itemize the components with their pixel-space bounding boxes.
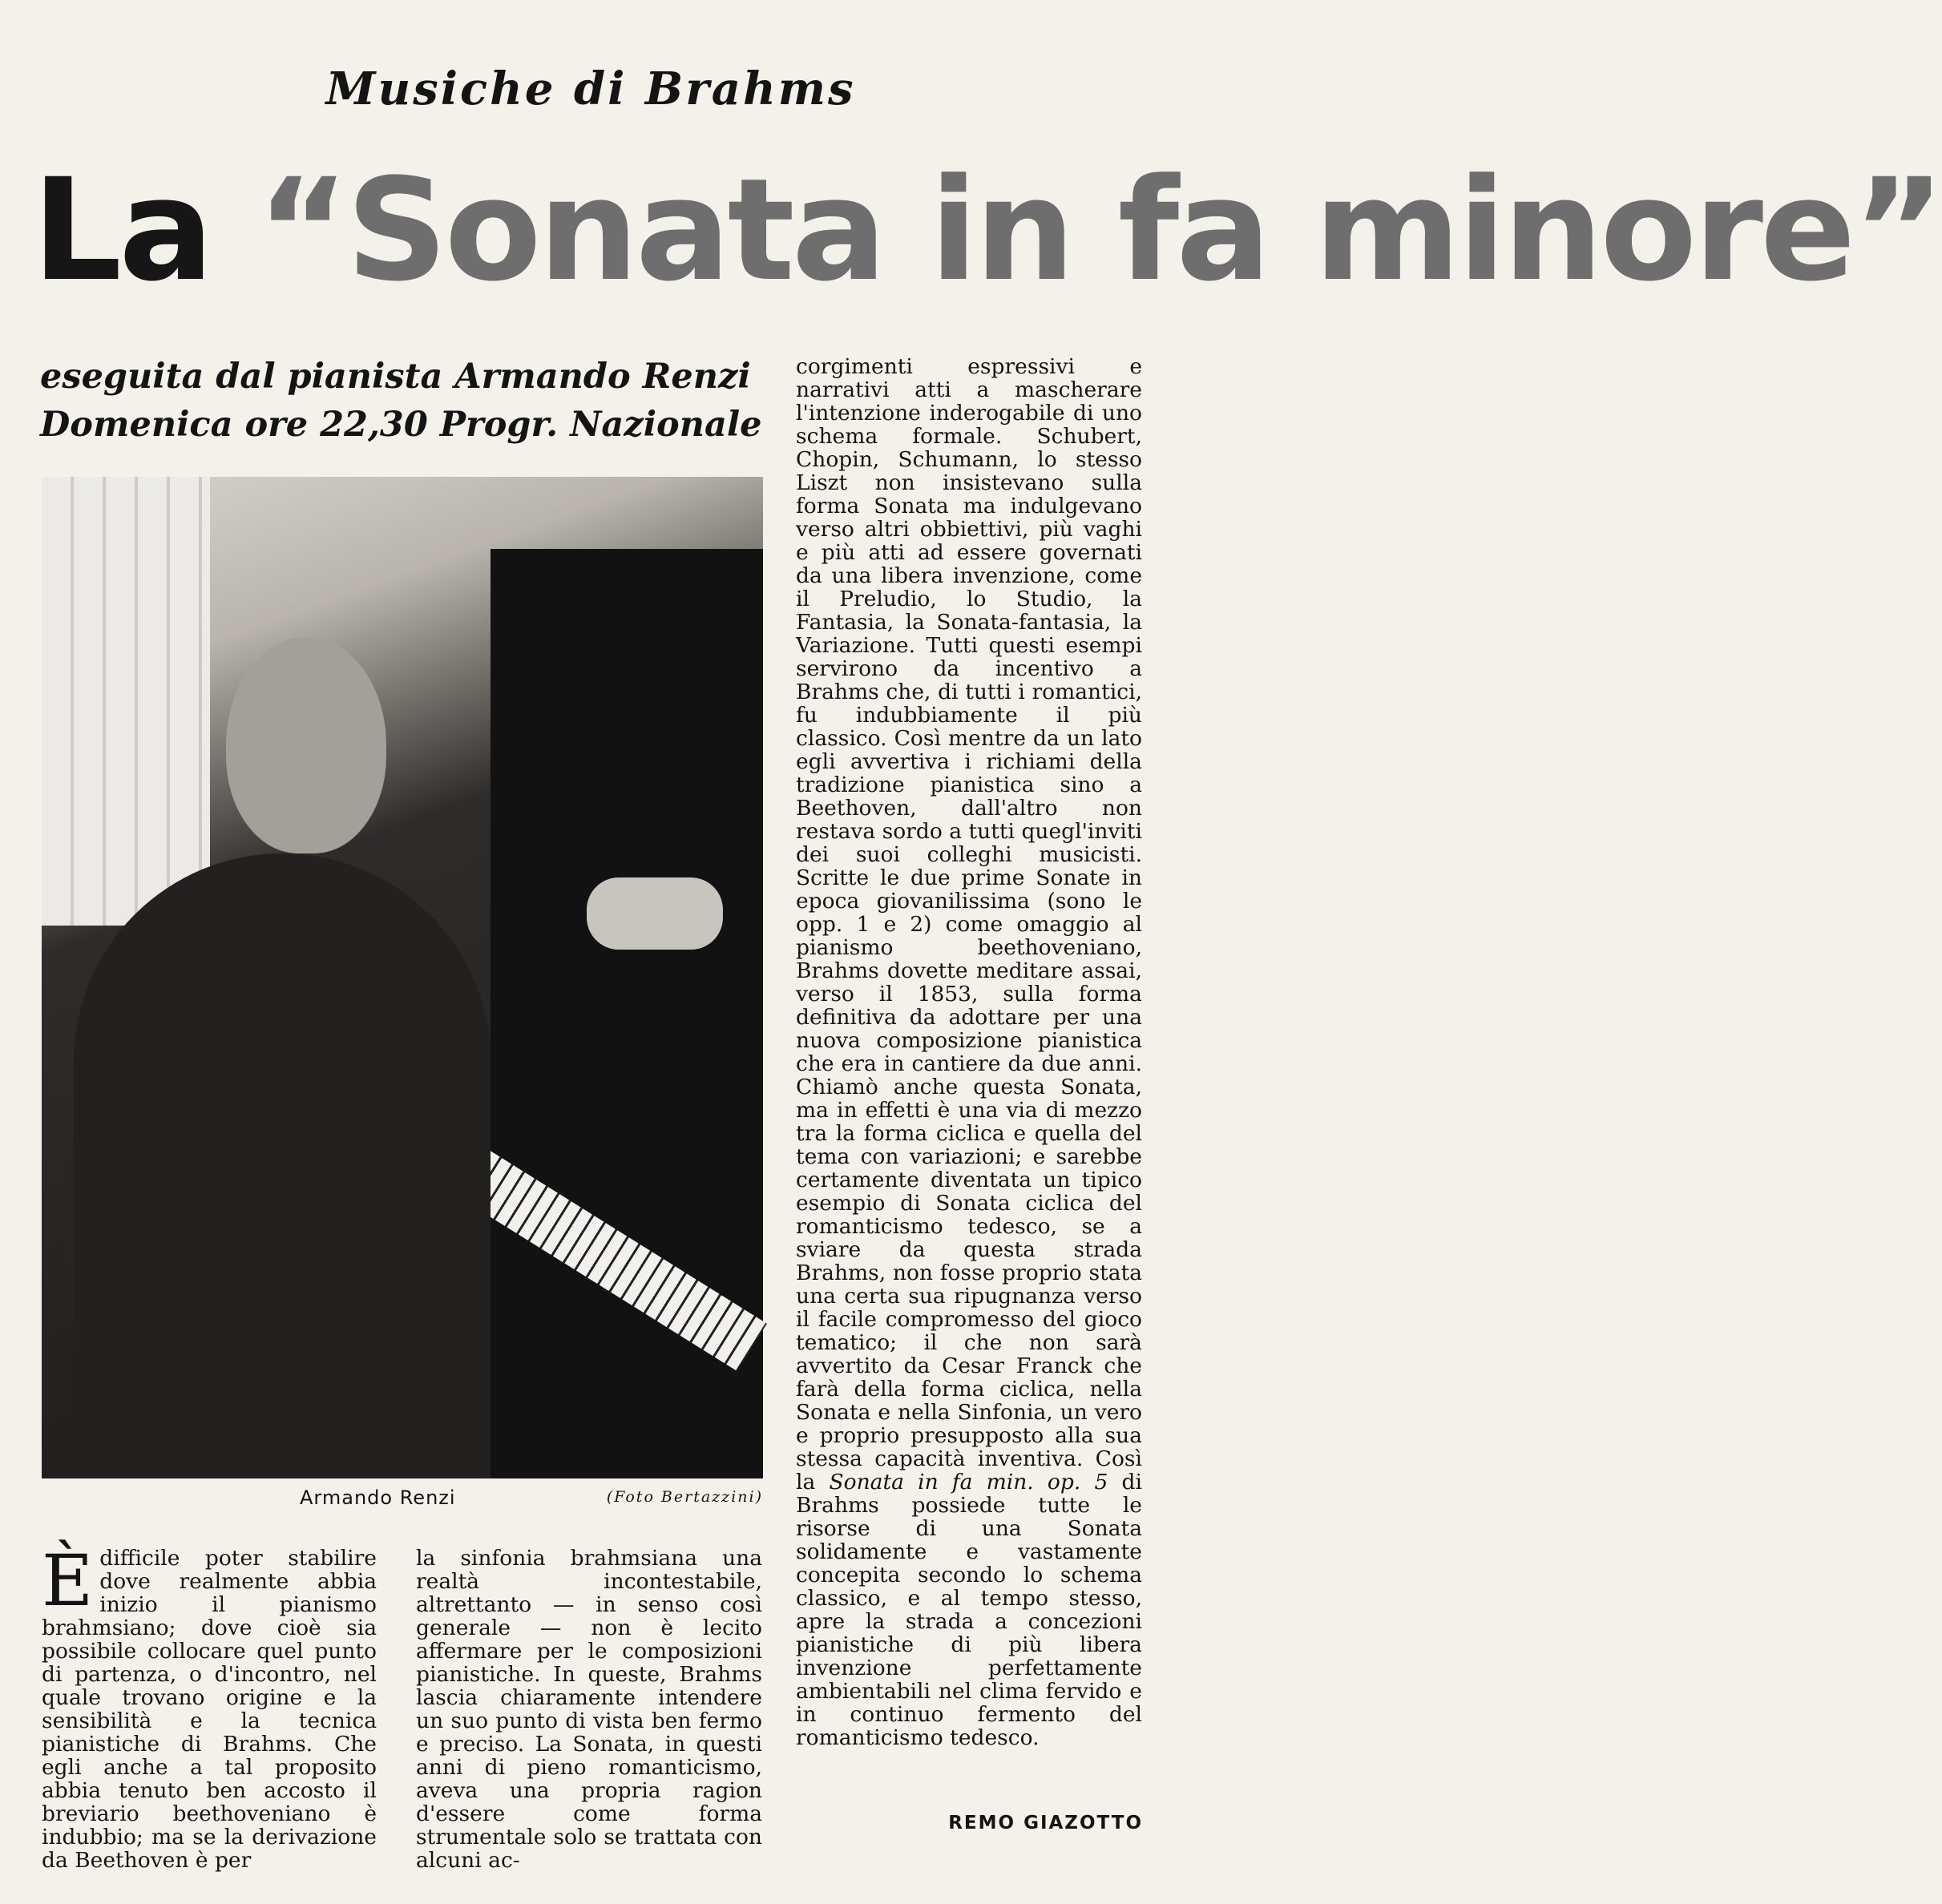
subhead-line-2: Domenica ore 22,30 Progr. Nazionale [40,405,762,445]
photo-caption-row [42,1486,763,1519]
photo-window [42,477,210,926]
column-3-text-after: di Brahms possiede tutte le risorse di una Sonata solidamente e vastamente concepita secondo lo schema classico, e al tempo stesso, apre la strada a concezioni pianistiche di più libera invenzione perfettamente ambientabili nel clima fervido e in continuo fermento del romanticismo tedesco. [796,1470,1142,1750]
column-3-text-before: corgimenti espressivi e narrativi atti a mascherare l'intenzione inderogabile di uno schema formale. Schubert, Chopin, Schumann, lo stesso Liszt non insistevano sulla forma Sonata ma indulgevano verso altri obbiettivi, più vaghi e più atti ad essere governati da una libera invenzione, come il Preludio, lo Studio, la Fantasia, la Sonata-fantasia, la Variazione. Tutti questi esempi servirono da incentivo a Brahms che, di tutti i romantici, fu indubbiamente il più classico. Così mentre da un lato egli avvertiva i richiami della tradizione pianistica sino a Beethoven, dall'altro non restava sordo a tutti quegl'inviti dei suoi colleghi musicisti. Scritte le due prime Sonate in epoca giovanilissima (sono le opp. 1 e 2) come omaggio al pianismo beethoveniano, Brahms dovette meditare assai, verso il 1853, sulla forma definitiva da adottare per una nuova composizione pianistica che era in cantiere da due anni. Chiamò anche questa Sonata, ma in effetti è una via di mezzo tra la forma ciclica e quella del tema con variazioni; e sarebbe certamente diventata un tipico esempio di Sonata ciclica del romanticismo tedesco, se a sviare da questa strada Brahms, non fosse proprio stata una certa sua ripugnanza verso il facile compromesso del gioco tematico; il che non sarà avvertito da Cesar Franck che farà della forma ciclica, nella Sonata e nella Sinfonia, un vero e proprio presupposto alla sua stessa capacità inventiva. Così la [796,354,1142,1495]
column-1-text: difficile poter stabilire dove realmente abbia inizio il pianismo brahmsiano; dove cioè sia possibile collocare quel punto di partenza, o d'incontro, nel quale trovano origine e la sensibilità e la tecnica pianistiche di Brahms. Che egli anche a tal proposito abbia tenuto ben accosto il breviario beethoveniano è indubbio; ma se la derivazione da Beethoven è per [42,1546,377,1873]
headline-lead: La [32,148,211,313]
subheadline [40,353,769,449]
article-column-3 [796,355,1142,1749]
author-signature: REMO GIAZOTTO [948,1813,1143,1833]
drop-cap: È [42,1539,94,1622]
headline-rest: “Sonata in fa minore” [256,148,1942,313]
pianist-photo [42,477,763,1478]
column-3-italic-title: Sonata in fa min. op. 5 [829,1470,1108,1495]
column-2-text: la sinfonia brahmsiana una realtà incontestabile, altrettanto — in senso così generale — non è lecito affermare per le composizioni pianistiche. In queste, Brahms lascia chiaramente intendere un suo punto di vista ben fermo e preciso. La Sonata, in questi anni di pieno romanticismo, aveva una propria ragion d'essere come forma strumentale solo se trattata con alcuni ac- [416,1546,762,1873]
article-column-2 [416,1547,762,1872]
photo-face [226,637,386,853]
headline [32,132,1942,329]
photo-hand [587,877,723,950]
kicker-title: Musiche di Brahms [325,63,856,115]
subhead-line-1: eseguita dal pianista Armando Renzi [40,357,751,397]
photo-credit: (Foto Bertazzini) [606,1488,763,1506]
article-column-1 [42,1539,377,1873]
photo-figure [74,853,491,1478]
photo-caption: Armando Renzi [300,1486,456,1509]
